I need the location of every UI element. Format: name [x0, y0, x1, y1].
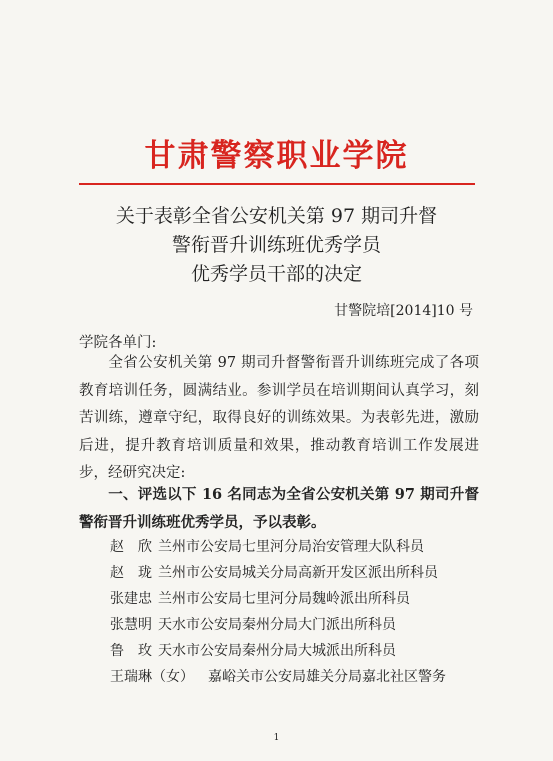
awardee-unit: 嘉峪关市公安局雄关分局嘉北社区警务 — [208, 669, 446, 685]
addressee: 学院各单门: — [79, 335, 157, 351]
awardee-unit: 兰州市公安局七里河分局魏岭派出所科员 — [158, 591, 410, 607]
body-paragraph-text: 全省公安机关第 97 期司升督警衔晋升训练班完成了各项教育培训任务，圆满结业。参训学员在培训期间认真学习，刻苦训练，遵章守纪，取得良好的训练效果。为表彰先进，激励后进，提升教育培训质量和效果，推动教育培训工作发展进步，经研究决定: — [79, 355, 479, 482]
title-line-3: 优秀学员干部的决定 — [190, 263, 362, 285]
awardee-unit: 兰州市公安局城关分局高新开发区派出所科员 — [158, 565, 438, 581]
institution-header: 甘肃警察职业学院 — [144, 138, 409, 174]
awardee-row — [110, 666, 446, 686]
section-1-paragraph — [79, 481, 479, 536]
awardee-row — [110, 614, 396, 634]
awardee-name: 张建忠 — [110, 591, 152, 607]
header-rule — [79, 183, 475, 185]
awardee-row — [110, 536, 424, 556]
document-title — [0, 202, 553, 289]
awardee-name: 赵 珑 — [110, 565, 152, 581]
awardee-unit: 天水市公安局秦州分局大门派出所科员 — [158, 617, 396, 633]
awardee-row — [110, 562, 438, 582]
page-number: 1 — [273, 733, 280, 743]
body-paragraph — [79, 350, 479, 488]
awardee-unit: 兰州市公安局七里河分局治安管理大队科员 — [158, 539, 424, 555]
awardee-row — [110, 640, 396, 660]
awardee-name: 王瑞琳（女） — [110, 669, 194, 685]
awardee-name: 鲁 玫 — [110, 643, 152, 659]
awardee-row — [110, 588, 410, 608]
section-1-text: 一、评选以下 16 名同志为全省公安机关第 97 期司升督警衔晋升训练班优秀学员，予以表彰。 — [79, 486, 479, 531]
awardee-unit: 天水市公安局秦州分局大城派出所科员 — [158, 643, 396, 659]
title-line-2: 警衔晋升训练班优秀学员 — [171, 234, 381, 256]
awardee-name: 赵 欣 — [110, 539, 152, 555]
title-line-1: 关于表彰全省公安机关第 97 期司升督 — [115, 205, 438, 227]
document-number: 甘警院培[2014]10 号 — [334, 303, 473, 319]
awardee-name: 张慧明 — [110, 617, 152, 633]
